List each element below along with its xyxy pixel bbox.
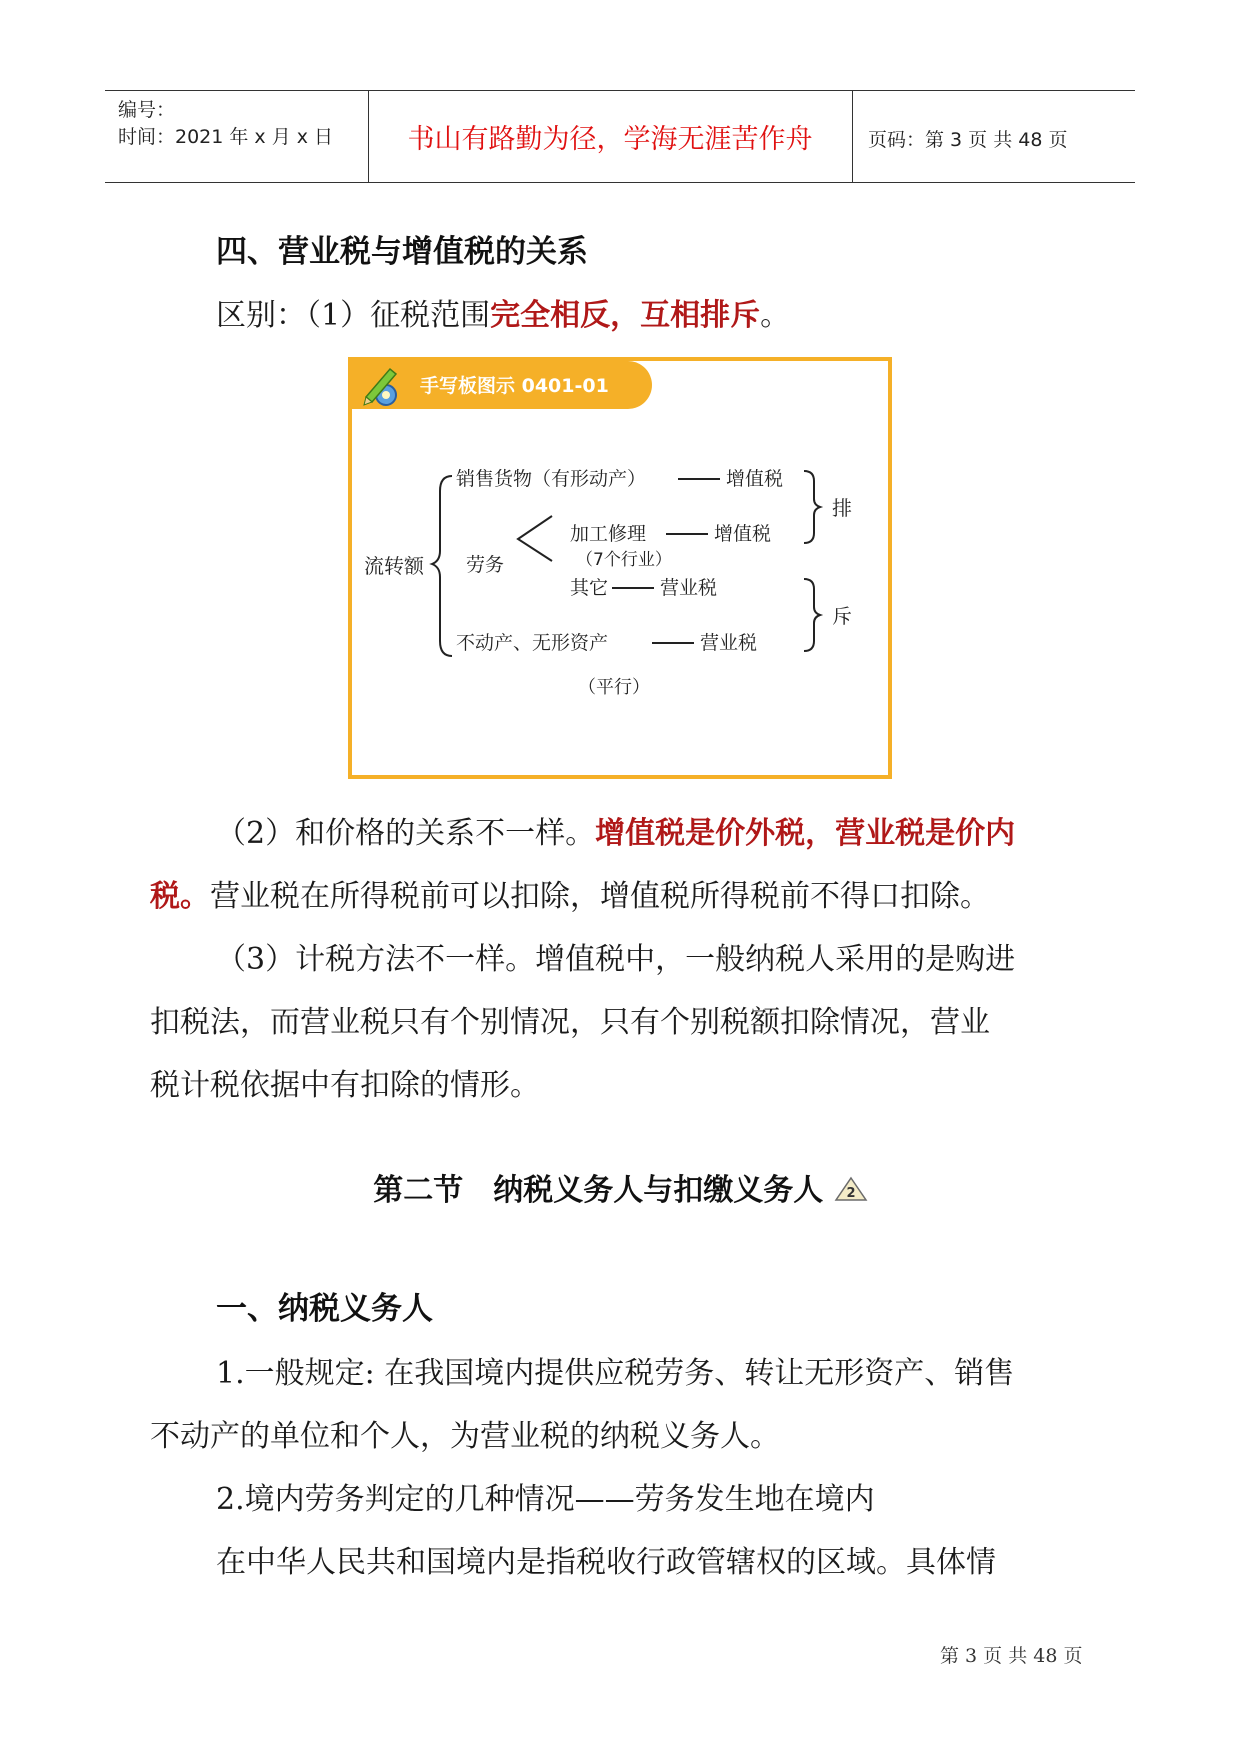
rule-line2: 不动产的单位和个人，为营业税的纳税义务人。: [150, 1419, 780, 1454]
difference-highlight: 完全相反，互相排斥: [490, 298, 761, 333]
label-vat-goods: 增值税: [726, 468, 784, 490]
board-title: 手写板图示 0401-01: [420, 375, 609, 397]
case-line: 2.境内劳务判定的几种情况——劳务发生地在境内: [216, 1482, 875, 1517]
point3-line3: 税计税依据中有扣除的情形。: [150, 1068, 540, 1103]
brace-exclude-top: [804, 471, 820, 543]
header-bottom-rule: [105, 182, 1135, 183]
point2-highlight-a: 增值税是价外税，营业税是价内: [595, 816, 1016, 851]
services-bracket: [518, 516, 552, 561]
label-realestate: 不动产、无形资产: [456, 632, 609, 654]
label-industries: （7个行业）: [576, 550, 672, 570]
chapter-title: [0, 1165, 1241, 1209]
tax-scope-diagram: [352, 361, 888, 775]
header-motto: 书山有路勤为径，学海无涯苦作舟: [407, 124, 813, 155]
label-services: 劳务: [466, 554, 505, 576]
label-exclude-bottom: 斥: [832, 604, 852, 628]
label-bt-realestate: 营业税: [700, 632, 758, 654]
point2-line1: [216, 808, 1015, 852]
label-other: 其它: [570, 577, 609, 599]
header-page-label: 页码：第 3 页 共 48 页: [868, 129, 1068, 151]
label-bt-other: 营业税: [660, 577, 718, 599]
scope-line: 在中华人民共和国境内是指税收行政管辖权的区域。具体情: [216, 1545, 996, 1580]
chapter-title-text: 第二节 纳税义务人与扣缴义务人: [373, 1173, 824, 1208]
label-root: 流转额: [364, 554, 424, 578]
header-divider-right: [852, 90, 853, 182]
point2-highlight-b: 税。: [150, 879, 210, 914]
rule-line1: 1.一般规定: 在我国境内提供应税劳务、转让无形资产、销售: [216, 1356, 1015, 1391]
label-vat-processing: 增值税: [714, 523, 772, 545]
header-top-rule: [105, 90, 1135, 91]
point3-line2: 扣税法，而营业税只有个别情况，只有个别税额扣除情况，营业: [150, 1005, 990, 1040]
point3-line1: （3）计税方法不一样。增值税中，一般纳税人采用的是购进: [216, 942, 1016, 977]
brace-exclude-bottom: [804, 579, 820, 651]
importance-level: 2: [846, 1186, 856, 1201]
handwriting-board-figure: [348, 357, 892, 779]
point2-line2: [150, 871, 990, 915]
point2-tail: 营业税在所得税前可以扣除，增值税所得税前不得口扣除。: [210, 879, 990, 914]
difference-lead: 区别：（1）征税范围: [216, 298, 491, 333]
point2-lead: （2）和价格的关系不一样。: [216, 816, 596, 851]
importance-triangle-icon: [834, 1176, 868, 1202]
label-goods: 销售货物（有形动产）: [456, 468, 647, 490]
difference-tail: 。: [760, 298, 791, 333]
header-number-label: 编号：: [118, 99, 176, 121]
section-heading-taxpayer: 一、纳税义务人: [216, 1291, 433, 1327]
page-footer: 第 3 页 共 48 页: [940, 1645, 1083, 1667]
label-processing: 加工修理: [570, 523, 647, 545]
section-heading-relationship: 四、营业税与增值税的关系: [216, 234, 588, 270]
root-brace: [432, 476, 452, 656]
header-time-label: 时间：2021 年 x 月 x 日: [118, 126, 334, 148]
label-parallel: （平行）: [578, 677, 650, 698]
difference-line: [216, 290, 790, 334]
label-exclude-top: 排: [832, 496, 852, 520]
